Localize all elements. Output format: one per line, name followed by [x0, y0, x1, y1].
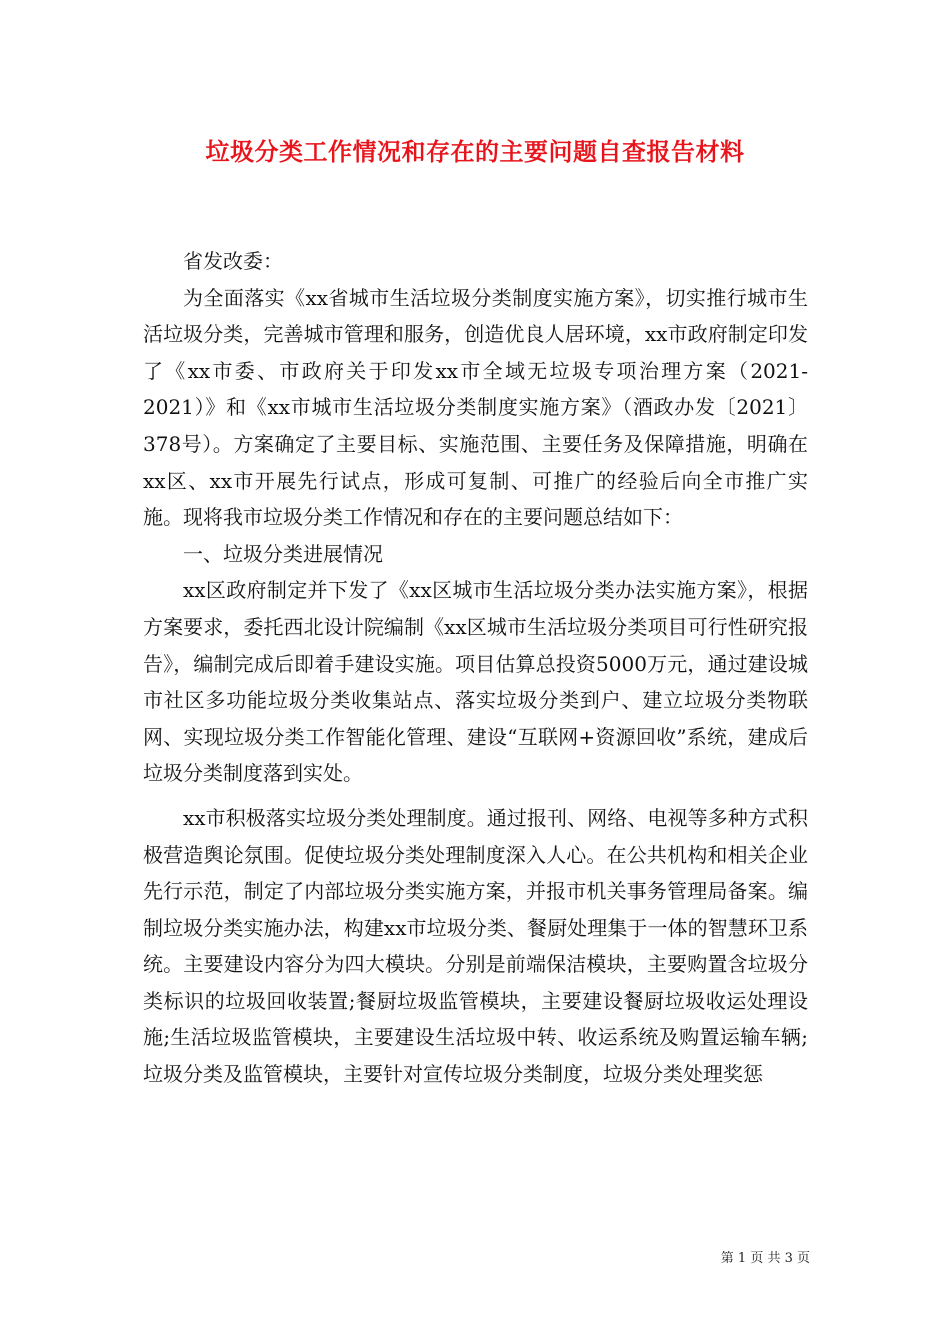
paragraph-city: xx市积极落实垃圾分类处理制度。通过报刊、网络、电视等多种方式积极营造舆论氛围。促使垃圾分类处理制度深入人心。在公共机构和相关企业先行示范，制定了内部垃圾分类实施方案，并报市机关事务管理局备案。编制垃圾分类实施办法，构建xx市垃圾分类、餐厨处理集于一体的智慧环卫系统。主要建设内容分为四大模块。分别是前端保洁模块，主要购置含垃圾分类标识的垃圾回收装置;餐厨垃圾监管模块，主要建设餐厨垃圾收运处理设施;生活垃圾监管模块，主要建设生活垃圾中转、收运系统及购置运输车辆;垃圾分类及监管模块，主要针对宣传垃圾分类制度，垃圾分类处理奖惩: [143, 805, 808, 1087]
paragraph-intro: 为全面落实《xx省城市生活垃圾分类制度实施方案》，切实推行城市生活垃圾分类，完善城市管理和服务，创造优良人居环境，xx市政府制定印发了《xx市委、市政府关于印发xx市全域无垃圾专项治理方案（2021-2021）》和《xx市城市生活垃圾分类制度实施方案》（酒政办发〔2021〕378号）。方案确定了主要目标、实施范围、主要任务及保障措施，明确在xx区、xx市开展先行试点，形成可复制、可推广的经验后向全市推广实施。现将我市垃圾分类工作情况和存在的主要问题总结如下：: [143, 285, 808, 530]
page-number: 第 1 页 共 3 页: [720, 1251, 810, 1266]
document-title: 垃圾分类工作情况和存在的主要问题自查报告材料: [205, 137, 745, 166]
document-body: [143, 243, 808, 1093]
paragraph-district: xx区政府制定并下发了《xx区城市生活垃圾分类办法实施方案》，根据方案要求，委托西北设计院编制《xx区城市生活垃圾分类项目可行性研究报告》，编制完成后即着手建设实施。项目估算总投资5000万元，通过建设城市社区多功能垃圾分类收集站点、落实垃圾分类到户、建立垃圾分类物联网、实现垃圾分类工作智能化管理、建设“互联网+资源回收”系统，建成后垃圾分类制度落到实处。: [143, 578, 808, 786]
salutation: 省发改委：: [183, 249, 283, 273]
section-heading: 一、垃圾分类进展情况: [183, 541, 383, 566]
